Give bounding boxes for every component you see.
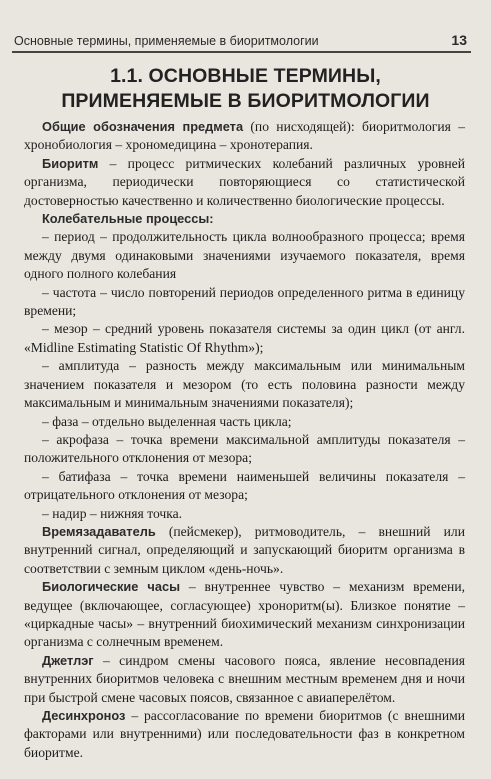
paragraph-text: – синдром смены часового пояса, явление несовпадения внутренних биоритмов человека с внешним местным временем дня и ночи при быстрой смене часовых поясов, связанное с авиаперелётом. [24,652,465,705]
paragraph [24,118,465,155]
list-item [24,357,465,412]
list-item [24,505,465,523]
paragraph-text: (по нисходящей): биоритмология – хронобиология – хрономедицина – хронотерапия. [24,119,465,153]
paragraph-text: – амплитуда – разность между максимальным или минимальным значением показателя и мезором (то есть половина разности между максимальным и минимальным значениями показателя); [24,358,465,411]
running-header [14,26,467,48]
list-item [24,320,465,357]
paragraph-term: Общие обозначения предмета [42,119,244,134]
paragraph-text: – частота – число повторений периодов определенного ритма в единицу времени; [24,284,465,319]
chapter-title-line-1: 1.1. ОСНОВНЫЕ ТЕРМИНЫ, [110,65,381,87]
paragraph-text: – фаза – отдельно выделенная часть цикла; [42,413,292,429]
list-item [24,284,465,321]
paragraph-term: Биологические часы [42,579,181,595]
list-item [24,468,465,505]
chapter-title [40,64,451,114]
paragraph [24,578,465,652]
paragraph-term: Колебательные процессы: [42,211,214,227]
paragraph-text: – мезор – средний уровень показателя системы за один цикл (от англ. «Midline Estimating Statistic Of Rhythm»); [24,321,465,355]
paragraph [24,155,465,210]
paragraph-text: – акрофаза – точка времени максимальной амплитуды показателя – положительного отклонения от мезора; [24,431,465,466]
page-number: 13 [451,32,467,48]
chapter-title-line-2: ПРИМЕНЯЕМЫЕ В БИОРИТМОЛОГИИ [61,90,430,112]
paragraph-text: – период – продолжительность цикла волнообразного процесса; время между двумя одинаковыми значениями изучаемого показателя, время одного полного колебания [24,229,465,282]
list-item [24,228,465,283]
paragraph-text: – батифаза – точка времени наименьшей величины показателя – отрицательного отклонения от мезора; [24,468,465,503]
list-item [24,431,465,468]
paragraph-term: Биоритм [42,155,99,171]
paragraph [24,707,465,762]
paragraph-term: Десинхроноз [42,708,126,723]
paragraph-text: – надир – нижняя точка. [42,505,183,521]
paragraph-text: (пейсмекер), ритмоводитель, – внешний или внутренний сигнал, определяющий и запускающий биоритм организма в соответствии с земным циклом «день-ночь». [24,523,465,576]
paragraph [24,523,465,578]
list-item [24,413,465,431]
paragraph-text: – рассогласование по времени биоритмов (с внешними факторами или внутренними) или последовательности фаз в конкретном биоритме. [24,708,465,760]
paragraph-term: Времязадаватель [42,523,156,539]
header-rule [12,51,471,53]
paragraph-text: – процесс ритмических колебаний различных уровней организма, периодически повторяющиеся со статистической достоверностью качественно и количественно биологические процессы. [24,155,465,208]
paragraph-text: – внутреннее чувство – механизм времени, ведущее (включающее, согласующее) хроноритм(ы). Близкое понятие – «циркадные часы» – внутренний биохимический механизм синхронизации организма с солнечным временем. [24,579,465,650]
paragraph [24,652,465,707]
running-title: Основные термины, применяемые в биоритмологии [14,34,319,48]
body-text [24,118,465,762]
paragraph-term: Джетлэг [42,652,94,668]
paragraph [24,210,465,228]
